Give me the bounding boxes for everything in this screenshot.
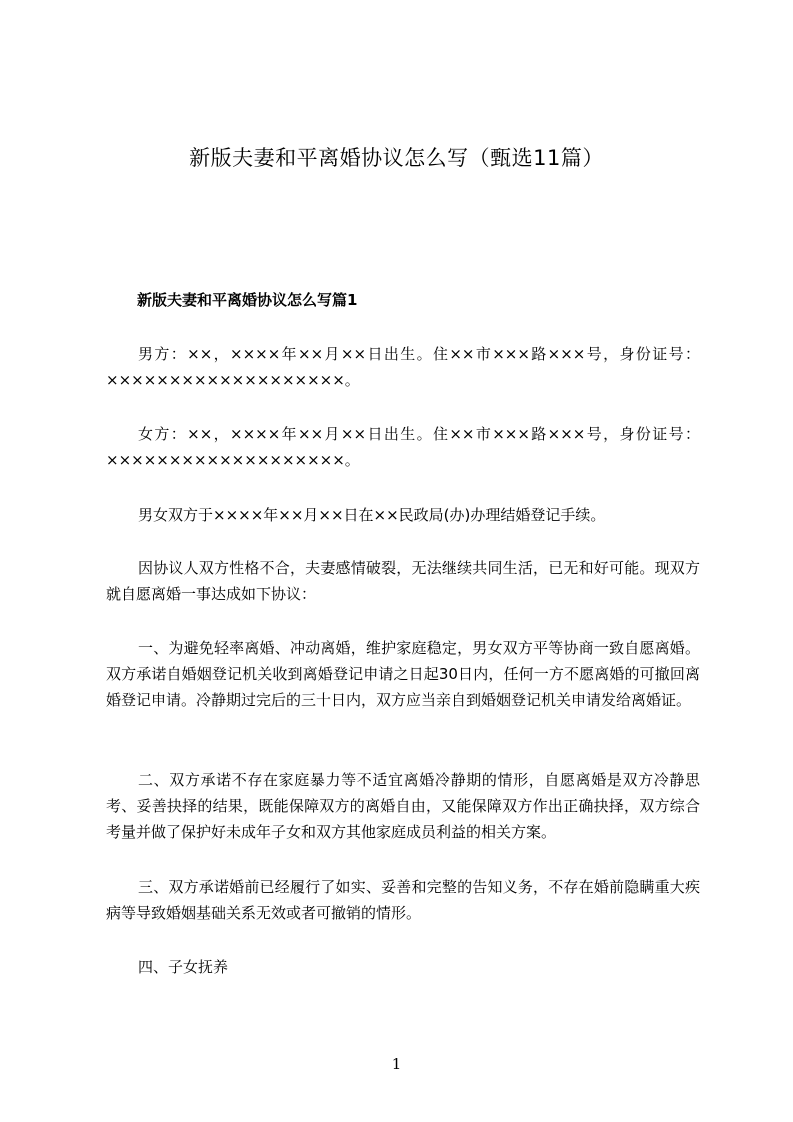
section-heading: 新版夫妻和平离婚协议怎么写篇1 (137, 291, 358, 309)
page-number: 1 (391, 1055, 402, 1073)
paragraph-divorce-reason: 因协议人双方性格不合，夫妻感情破裂，无法继续共同生活，已无和好可能。现双方就自愿离婚一事达成如下协议： (106, 559, 700, 603)
paragraph-marriage-registration: 男女双方于××××年××月××日在××民政局(办)办理结婚登记手续。 (138, 506, 606, 524)
paragraph-clause-four-heading: 四、子女抚养 (138, 958, 229, 976)
paragraph-clause-one: 一、为避免轻率离婚、冲动离婚，维护家庭稳定，男女双方平等协商一致自愿离婚。双方承诺自婚姻登记机关收到离婚登记申请之日起30日内，任何一方不愿离婚的可撤回离婚登记申请。冷静期过完后的三十日内，双方应当亲自到婚姻登记机关申请发给离婚证。 (106, 639, 700, 709)
paragraph-husband-info: 男方：××，××××年××月××日出生。住××市×××路×××号，身份证号：×××××××××××××××××××。 (106, 345, 700, 389)
document-title: 新版夫妻和平离婚协议怎么写（甄选11篇） (189, 146, 604, 170)
paragraph-clause-three: 三、双方承诺婚前已经履行了如实、妥善和完整的告知义务，不存在婚前隐瞒重大疾病等导致婚姻基础关系无效或者可撤销的情形。 (106, 878, 700, 922)
paragraph-clause-two: 二、双方承诺不存在家庭暴力等不适宜离婚冷静期的情形，自愿离婚是双方冷静思考、妥善抉择的结果，既能保障双方的离婚自由，又能保障双方作出正确抉择，双方综合考量并做了保护好未成年子女和双方其他家庭成员利益的相关方案。 (106, 771, 700, 841)
paragraph-wife-info: 女方：××，××××年××月××日出生。住××市×××路×××号，身份证号：×××××××××××××××××××。 (106, 425, 700, 469)
